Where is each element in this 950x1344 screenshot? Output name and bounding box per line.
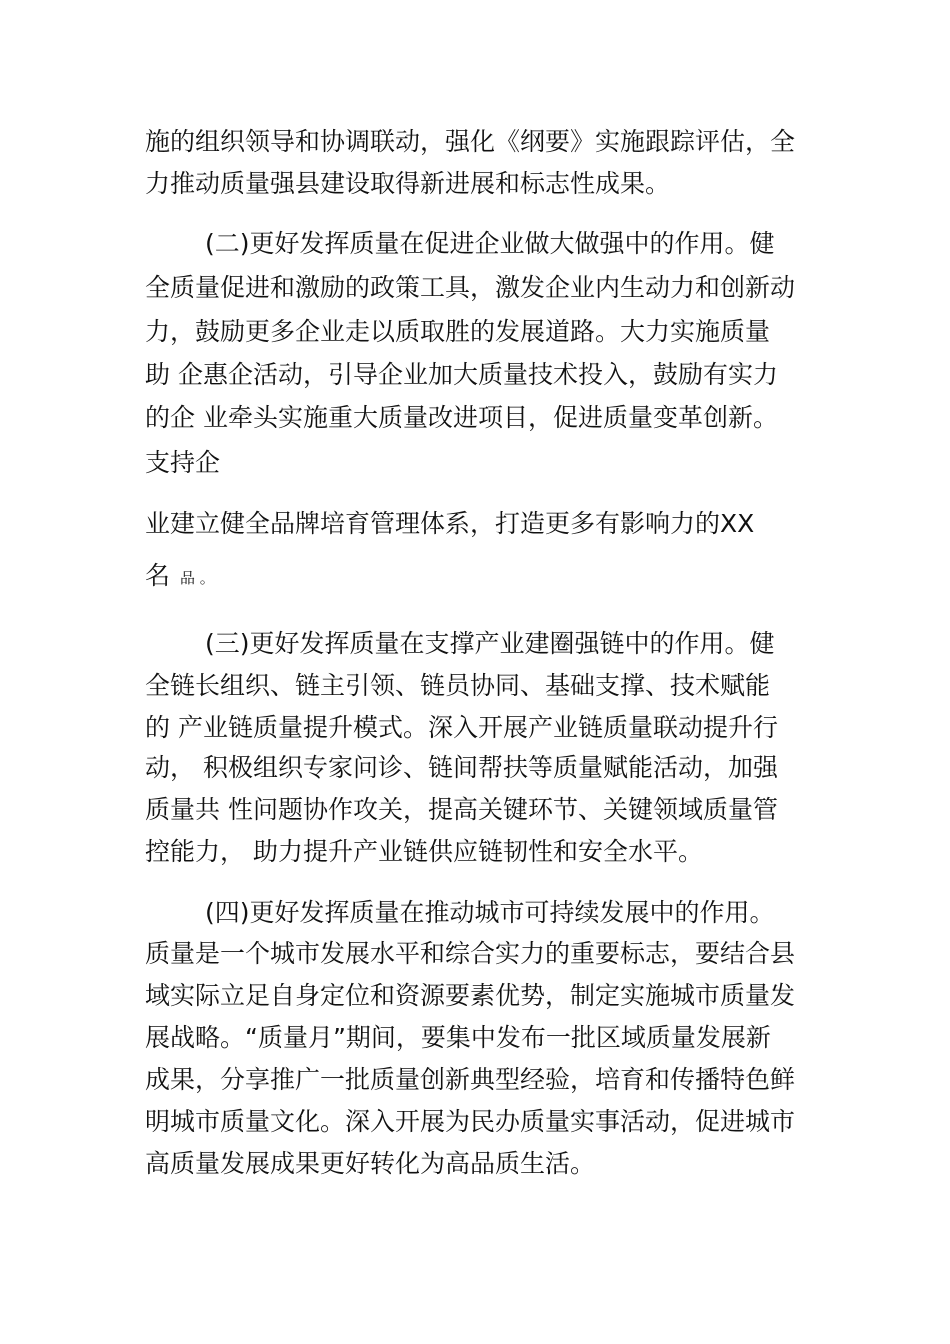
text-line: 域实际立足自身定位和资源要素优势，制定实施城市质量发	[145, 981, 796, 1010]
text-line: 力推动质量强县建设取得新进展和标志性成果。	[145, 169, 671, 198]
text-line: 支持企	[145, 448, 221, 477]
text-line: 全质量促进和激励的政策工具，激发企业内生动力和创新动	[145, 273, 796, 302]
text-line: 明城市质量文化。深入开展为民办质量实事活动，促进城市	[145, 1107, 796, 1136]
text-line: 力，鼓励更多企业走以质取胜的发展道路。大力实施质量	[145, 317, 771, 346]
section-heading: (四)更好发挥质量在推动城市可持续发展中的作用。	[205, 898, 775, 927]
text-line: 展战略。“质量月”期间，要集中发布一批区域质量发展新	[145, 1023, 771, 1052]
text-line: 品 。	[180, 569, 215, 587]
text-line: 成果，分享推广一批质量创新典型经验，培育和传播特色鲜	[145, 1065, 796, 1094]
section-heading: (三)更好发挥质量在支撑产业建圈强链中的作用。健	[205, 629, 775, 658]
text-line: 助 企惠企活动，引导企业加大质量技术投入，鼓励有实力	[145, 360, 778, 389]
text-line: 全链长组织、链主引领、链员协同、基础支撑、技术赋能	[145, 671, 771, 700]
text-line: 高质量发展成果更好转化为高品质生活。	[145, 1149, 596, 1178]
text-line: 业建立健全品牌培育管理体系，打造更多有影响力的XX	[145, 509, 755, 538]
text-line: 动， 积极组织专家问诊、链间帮扶等质量赋能活动，加强	[145, 753, 778, 782]
text-line: 控能力， 助力提升产业链供应链韧性和安全水平。	[145, 837, 703, 866]
text-line: 质量共 性问题协作攻关，提高关键环节、关键领域质量管	[145, 795, 778, 824]
text-line: 的企 业牵头实施重大质量改进项目，促进质量变革创新。	[145, 403, 778, 432]
text-line: 的 产业链质量提升模式。深入开展产业链质量联动提升行	[145, 713, 778, 742]
text-line: 施的组织领导和协调联动，强化《纲要》实施跟踪评估，全	[145, 127, 796, 156]
text-line: 名	[145, 561, 171, 590]
text-line: 质量是一个城市发展水平和综合实力的重要标志，要结合县	[145, 939, 796, 968]
section-heading: (二)更好发挥质量在促进企业做大做强中的作用。健	[205, 229, 775, 258]
